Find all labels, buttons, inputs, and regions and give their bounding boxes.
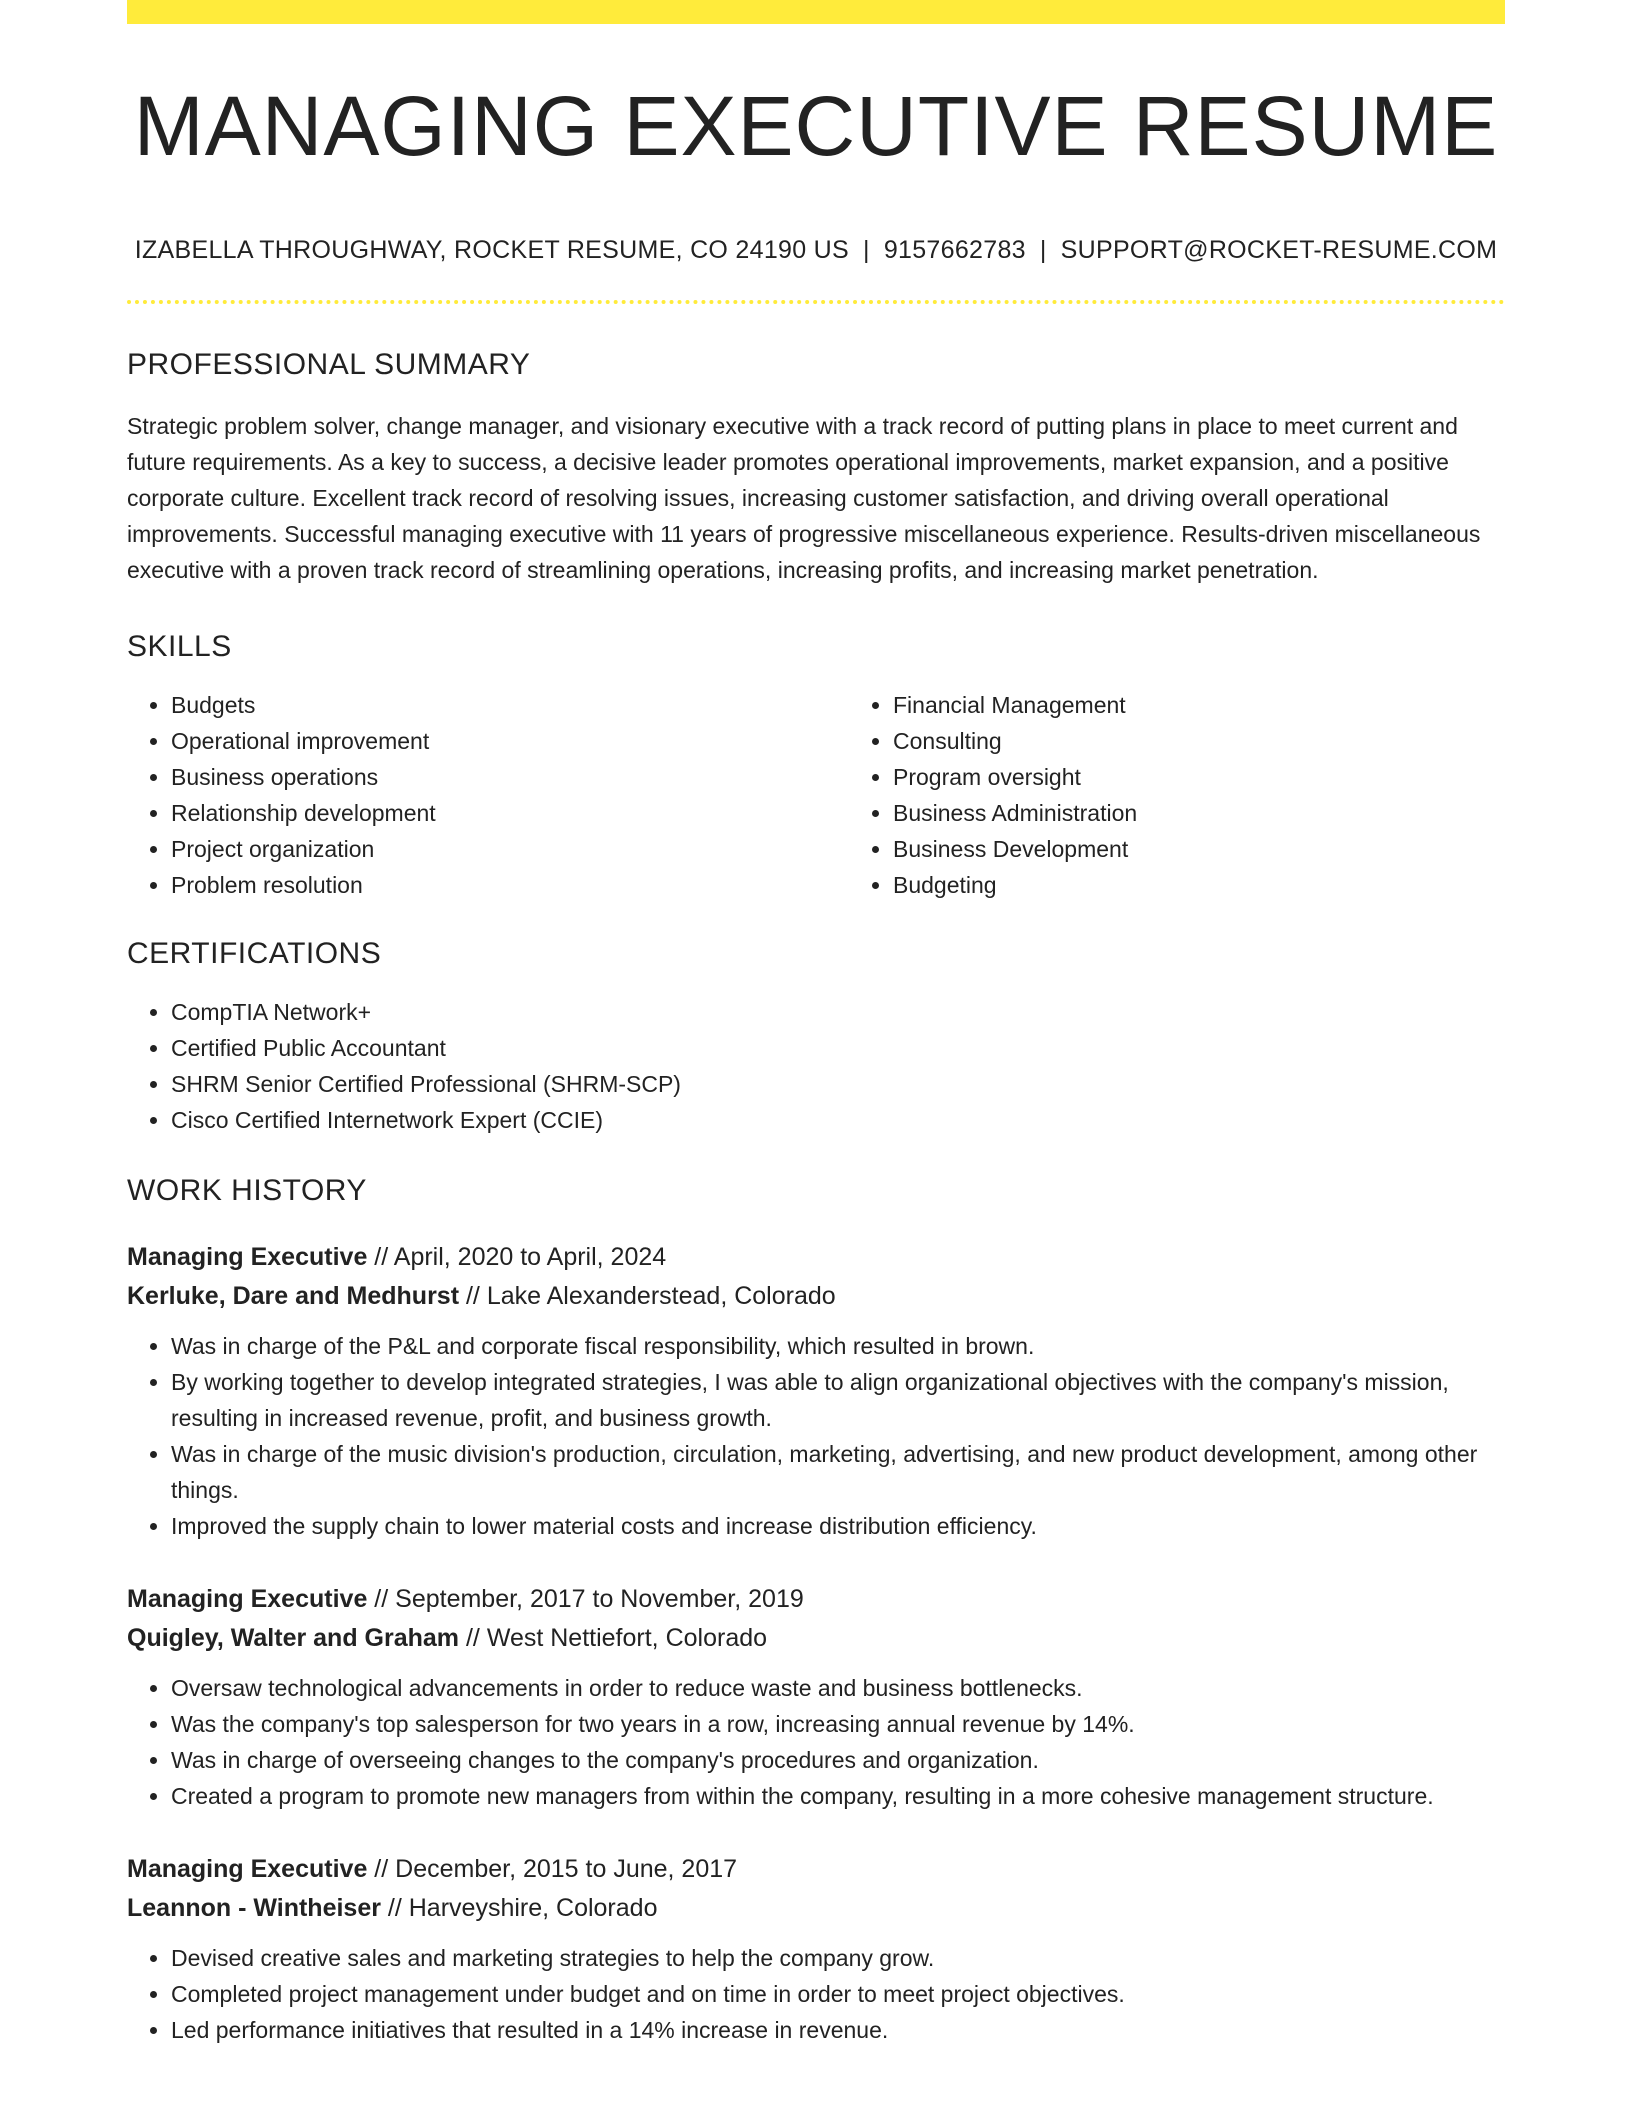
skills-grid [127, 687, 1505, 903]
skill-item: • Relationship development [171, 795, 849, 831]
job-company: Kerluke, Dare and Medhurst [127, 1282, 460, 1311]
job-bullet: • Led performance initiatives that resulted in a 14% increase in revenue. [171, 2012, 1505, 2048]
skills-heading: SKILLS [127, 630, 232, 664]
summary-heading: PROFESSIONAL SUMMARY [127, 348, 531, 382]
skill-item: • Project organization [171, 831, 849, 867]
certification-item: • SHRM Senior Certified Professional (SHRM-SCP) [171, 1066, 1505, 1102]
job-bullets [127, 1670, 1505, 1814]
contact-separator: | [1039, 236, 1047, 265]
job-location: // Lake Alexanderstead, Colorado [459, 1282, 836, 1311]
job-bullet: • Was in charge of the music division's production, circulation, marketing, advertising, and new product development, among other things. [171, 1436, 1505, 1508]
job-company-line [127, 1619, 1505, 1658]
job-bullets [127, 1940, 1505, 2048]
skill-item: • Financial Management [893, 687, 1571, 723]
job-entry [127, 1850, 1505, 2048]
skill-item: • Problem resolution [171, 867, 849, 903]
skills-list-left [127, 687, 849, 903]
certifications-list [127, 994, 1505, 1138]
job-bullet: • Was in charge of the P&L and corporate fiscal responsibility, which resulted in brown. [171, 1328, 1505, 1364]
certification-item: • Certified Public Accountant [171, 1030, 1505, 1066]
certification-item: • Cisco Certified Internetwork Expert (CCIE) [171, 1102, 1505, 1138]
skill-item: • Operational improvement [171, 723, 849, 759]
job-title-line [127, 1580, 1505, 1619]
summary-text: Strategic problem solver, change manager, and visionary executive with a track record of putting plans in place to meet current and future requirements. As a key to success, a decisive leader promotes operational improvements, market expansion, and a positive corporate culture. Excellent track record of resolving issues, increasing customer satisfaction, and driving overall operational improvements. Successful managing executive with 11 years of progressive miscellaneous experience. Results-driven miscellaneous executive with a proven track record of streamlining operations, increasing profits, and increasing market penetration. [127, 413, 1481, 584]
job-company: Leannon - Wintheiser [127, 1894, 381, 1923]
work-history-heading: WORK HISTORY [127, 1174, 367, 1208]
skill-item: • Business operations [171, 759, 849, 795]
skill-item: • Business Administration [893, 795, 1571, 831]
job-entry [127, 1238, 1505, 1544]
resume-page [127, 0, 1505, 2048]
contact-phone: 9157662783 [883, 236, 1026, 265]
contact-email: SUPPORT@ROCKET-RESUME.COM [1060, 236, 1498, 265]
job-title: Managing Executive [127, 1855, 368, 1884]
job-entry [127, 1580, 1505, 1814]
contact-line [127, 236, 1505, 265]
certifications-heading: CERTIFICATIONS [127, 937, 382, 971]
certification-item: • CompTIA Network+ [171, 994, 1505, 1030]
job-location: // West Nettiefort, Colorado [459, 1624, 768, 1653]
contact-address: IZABELLA THROUGHWAY, ROCKET RESUME, CO 24190 US [134, 236, 850, 265]
skill-item: • Budgets [171, 687, 849, 723]
skill-item: • Consulting [893, 723, 1571, 759]
job-bullet: • Devised creative sales and marketing strategies to help the company grow. [171, 1940, 1505, 1976]
dotted-divider [127, 300, 1505, 304]
job-bullet: • Was the company's top salesperson for two years in a row, increasing annual revenue by 14%. [171, 1706, 1505, 1742]
contact-separator: | [863, 236, 870, 265]
job-title: Managing Executive [127, 1243, 368, 1272]
job-dates: // September, 2017 to November, 2019 [367, 1585, 804, 1614]
job-title-line [127, 1850, 1505, 1889]
job-bullet: • Completed project management under budget and on time in order to meet project objectives. [171, 1976, 1505, 2012]
top-accent-bar [127, 0, 1505, 24]
job-company-line [127, 1889, 1505, 1928]
job-dates: // December, 2015 to June, 2017 [367, 1855, 738, 1884]
job-bullet: • Oversaw technological advancements in order to reduce waste and business bottlenecks. [171, 1670, 1505, 1706]
job-bullet: • Improved the supply chain to lower material costs and increase distribution efficiency. [171, 1508, 1505, 1544]
job-bullets [127, 1328, 1505, 1544]
skill-item: • Program oversight [893, 759, 1571, 795]
job-bullet: • Was in charge of overseeing changes to the company's procedures and organization. [171, 1742, 1505, 1778]
job-location: // Harveyshire, Colorado [380, 1894, 658, 1923]
job-bullet: • Created a program to promote new managers from within the company, resulting in a more cohesive management structure. [171, 1778, 1505, 1814]
resume-title: MANAGING EXECUTIVE RESUME [133, 79, 1499, 173]
job-title: Managing Executive [127, 1585, 368, 1614]
skill-item: • Business Development [893, 831, 1571, 867]
job-company: Quigley, Walter and Graham [127, 1624, 460, 1653]
skill-item: • Budgeting [893, 867, 1571, 903]
skills-list-right [849, 687, 1571, 903]
job-bullet: • By working together to develop integrated strategies, I was able to align organizational objectives with the company's mission, resulting in increased revenue, profit, and business growth. [171, 1364, 1505, 1436]
job-title-line [127, 1238, 1505, 1277]
job-dates: // April, 2020 to April, 2024 [367, 1243, 667, 1272]
job-company-line [127, 1277, 1505, 1316]
